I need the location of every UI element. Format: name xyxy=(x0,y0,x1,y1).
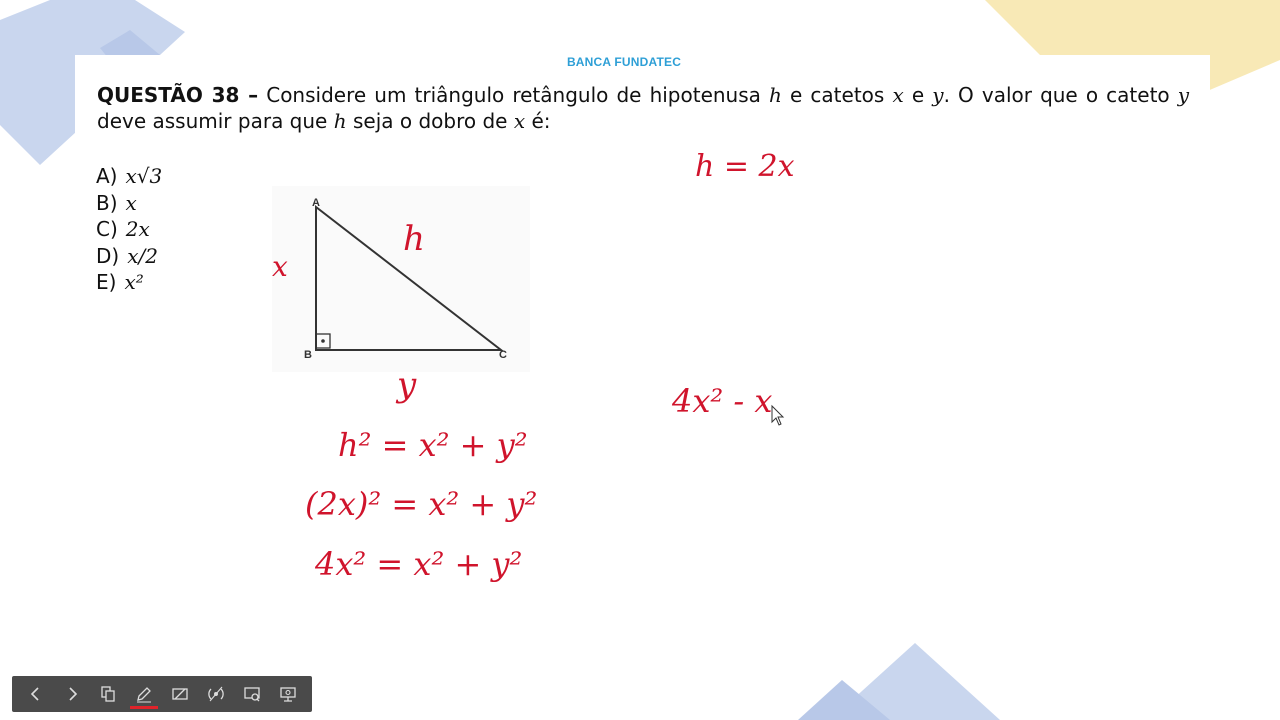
option-e: E) x² xyxy=(96,270,144,294)
math-variable: y xyxy=(1177,83,1190,107)
pen-tool-button[interactable] xyxy=(126,676,162,712)
question-text xyxy=(97,82,1189,134)
option-d: D) x/2 xyxy=(96,243,158,268)
option-c: C) 2x xyxy=(96,217,150,241)
ink-equation-1: h² = x² + y² xyxy=(338,426,528,464)
vertex-a-label: A xyxy=(312,197,320,209)
question-part: e catetos xyxy=(790,83,885,107)
option-a: A) x√3 xyxy=(96,164,163,188)
question-part: seja o dobro de xyxy=(352,109,508,133)
question-part: é: xyxy=(531,109,551,133)
active-tool-indicator xyxy=(130,706,158,709)
chevron-right-icon xyxy=(63,685,81,703)
ink-right-equation: 4x² - x xyxy=(672,382,773,420)
vertex-c-label: C xyxy=(499,349,507,361)
ink-h-equals-2x: h = 2x xyxy=(695,149,795,184)
next-slide-button[interactable] xyxy=(54,676,90,712)
question-part: deve assumir para que xyxy=(97,109,328,133)
presentation-toolbar xyxy=(12,676,312,712)
eraser-tool-button[interactable] xyxy=(162,676,198,712)
laser-icon xyxy=(207,685,225,703)
math-variable: x xyxy=(513,109,526,133)
previous-slide-button[interactable] xyxy=(18,676,54,712)
banca-header: BANCA FUNDATEC xyxy=(566,55,682,69)
math-variable: y xyxy=(932,83,944,107)
ink-side-h: h xyxy=(403,219,425,259)
more-icon xyxy=(279,685,297,703)
math-variable: h xyxy=(333,109,347,133)
chevron-left-icon xyxy=(27,685,45,703)
pen-icon xyxy=(135,685,153,703)
zoom-button[interactable] xyxy=(234,676,270,712)
more-options-button[interactable] xyxy=(270,676,306,712)
copy-icon xyxy=(99,685,117,703)
option-b: B) x xyxy=(96,190,137,215)
ink-equation-2: (2x)² = x² + y² xyxy=(305,485,538,523)
ink-equation-3: 4x² = x² + y² xyxy=(315,545,523,583)
answer-options xyxy=(96,163,162,296)
laser-pointer-button[interactable] xyxy=(198,676,234,712)
math-variable: h xyxy=(769,83,782,107)
math-variable: x xyxy=(892,83,904,107)
slides-overview-button[interactable] xyxy=(90,676,126,712)
ink-side-x: x xyxy=(272,250,288,283)
question-part: . O valor que o cateto xyxy=(943,83,1170,107)
eraser-icon xyxy=(171,685,189,703)
ink-side-y: y xyxy=(397,365,417,405)
zoom-icon xyxy=(243,685,261,703)
right-triangle-diagram xyxy=(272,186,530,372)
triangle-figure xyxy=(272,186,530,372)
question-part: Considere um triângulo retângulo de hipotenusa xyxy=(266,83,761,107)
vertex-b-label: B xyxy=(304,349,312,361)
question-number: QUESTÃO 38 – xyxy=(97,83,259,107)
question-part: e xyxy=(911,83,925,107)
